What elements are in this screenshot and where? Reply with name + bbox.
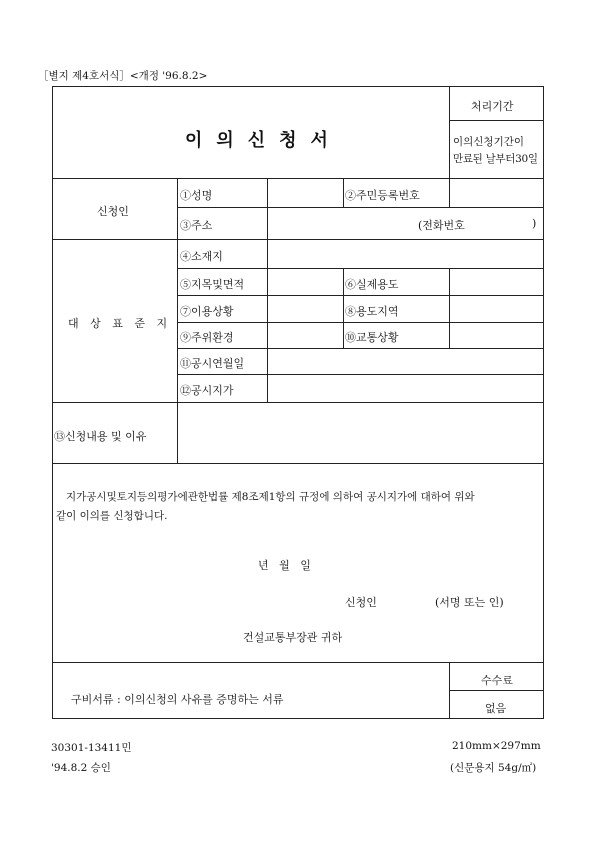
date-line: 년 월 일 xyxy=(258,559,311,572)
surroundings-field[interactable] xyxy=(268,323,342,347)
approval-date: '94.8.2 승인 xyxy=(51,762,111,774)
location-label: ④소재지 xyxy=(180,250,223,263)
rule xyxy=(449,86,450,178)
lot-area-label: ⑤지목및면적 xyxy=(180,278,245,291)
use-zone-label: ⑧용도지역 xyxy=(345,305,399,318)
usage-status-field[interactable] xyxy=(268,296,342,321)
attachments-note: 구비서류 : 이의신청의 사유를 증명하는 서류 xyxy=(71,693,284,706)
target-land-label: 대 상 표 준 지 xyxy=(68,317,172,330)
processing-period-line2: 만료된 날부터30일 xyxy=(453,153,538,165)
applicant-sign-label: 신청인 xyxy=(345,596,377,609)
applicant-label: 신청인 xyxy=(97,205,129,218)
phone-label: (전화번호 xyxy=(418,219,465,232)
rule xyxy=(52,463,544,464)
phone-close-paren: ) xyxy=(532,217,537,230)
notice-date-field[interactable] xyxy=(268,349,543,373)
traffic-field[interactable] xyxy=(450,323,543,347)
address-label: ③주소 xyxy=(180,219,213,232)
fee-value: 없음 xyxy=(485,702,507,715)
actual-use-label: ⑥실제용도 xyxy=(345,278,399,291)
form-title: 이의신청서 xyxy=(185,130,342,151)
processing-period-label: 처리기간 xyxy=(471,100,514,113)
processing-period-line1: 이의신청기간이 xyxy=(453,136,525,148)
rule xyxy=(449,662,450,719)
statement-line-1: 지가공시및토지등의평가에관한법률 제8조제1항의 규정에 의하여 공시지가에 대하여 위와 xyxy=(66,491,475,503)
actual-use-field[interactable] xyxy=(450,269,543,294)
notice-date-label: ⑪공시연월일 xyxy=(180,357,245,370)
name-field[interactable] xyxy=(268,179,342,206)
name-label: ①성명 xyxy=(180,189,213,202)
paper-size: 210mm×297mm xyxy=(452,740,541,752)
fee-label: 수수료 xyxy=(481,674,513,687)
use-zone-field[interactable] xyxy=(450,296,543,321)
notice-price-label: ⑫공시지가 xyxy=(180,384,234,397)
lot-area-field[interactable] xyxy=(268,269,342,294)
resident-number-label: ②주민등록번호 xyxy=(345,189,420,202)
content-reason-field[interactable] xyxy=(178,403,543,462)
location-field[interactable] xyxy=(268,240,543,267)
paper-type: (신문용지 54g/㎡) xyxy=(450,762,537,774)
statement-line-2: 같이 이의를 신청합니다. xyxy=(56,510,168,522)
rule xyxy=(449,690,544,691)
rule xyxy=(449,120,544,121)
sign-hint: (서명 또는 인) xyxy=(435,596,504,609)
notice-price-field[interactable] xyxy=(268,375,543,401)
rule xyxy=(343,268,344,348)
rule xyxy=(343,178,344,207)
content-reason-label: ⑬신청내용 및 이유 xyxy=(54,430,147,443)
address-field[interactable] xyxy=(268,208,543,238)
usage-status-label: ⑦이용상황 xyxy=(180,305,234,318)
rule xyxy=(52,662,544,663)
form-code: 30301-13411민 xyxy=(51,742,132,754)
form-reference: ［별지 제4호서식］<개정 '96.8.2> xyxy=(38,70,208,82)
surroundings-label: ⑨주위환경 xyxy=(180,331,234,344)
resident-number-field[interactable] xyxy=(450,179,543,206)
traffic-label: ⑩교통상황 xyxy=(345,331,399,344)
addressee: 건설교통부장관 귀하 xyxy=(243,631,343,644)
